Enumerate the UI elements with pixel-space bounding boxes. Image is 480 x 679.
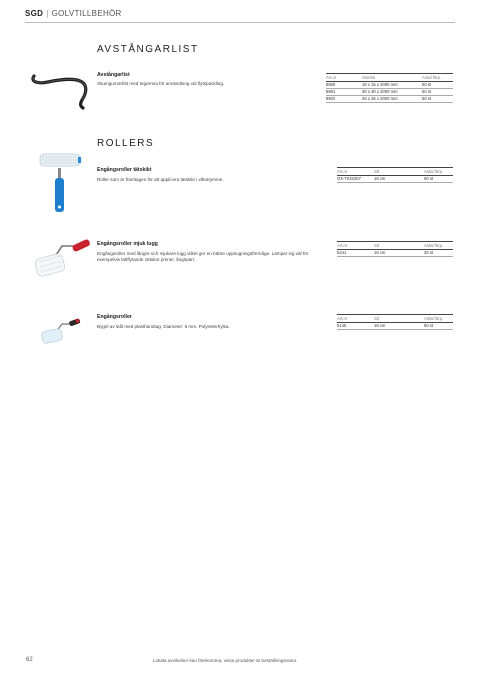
column-header: Art.nr bbox=[337, 315, 374, 323]
table-cell: 50 st bbox=[424, 322, 453, 329]
product-description-tatskikt: Roller som är framtagen för att applicera tätskikt i våtutrymme. bbox=[97, 177, 224, 182]
table-cell: 50 st bbox=[424, 175, 453, 182]
column-header: Stl bbox=[374, 168, 424, 176]
spec-table-engangsroller bbox=[337, 314, 453, 330]
column-header: Antal förp. bbox=[424, 242, 453, 250]
product-title-avstangarlist: Avstångarlist bbox=[97, 72, 130, 78]
product-description-avstangarlist: Skumgummilist med tegrenna för användning vid flytspackling. bbox=[97, 81, 225, 86]
column-header: Antal förp. bbox=[424, 168, 453, 176]
spec-table-mjuk-lugg bbox=[337, 241, 453, 257]
section-label: GOLVTILLBEHÖR bbox=[51, 9, 122, 18]
hose-icon bbox=[28, 70, 90, 110]
table-cell: 5241 bbox=[337, 249, 374, 256]
product-title-mjuk-lugg: Engångsroller mjuk lugg bbox=[97, 241, 158, 247]
table-cell: 15 x 15 x 2000 mm bbox=[362, 81, 422, 88]
table-row bbox=[337, 322, 453, 329]
paint-roller-icon bbox=[34, 238, 92, 280]
column-header: Art.nr bbox=[337, 242, 374, 250]
paint-roller-icon bbox=[40, 318, 82, 344]
table-cell: 18 cm bbox=[374, 322, 424, 329]
spec-table-tatskikt bbox=[337, 167, 453, 183]
table-header-row bbox=[337, 242, 453, 250]
table-header-row bbox=[326, 74, 453, 82]
section-title-rollers: ROLLERS bbox=[97, 138, 155, 149]
column-header: Stl bbox=[374, 315, 424, 323]
header-divider bbox=[25, 22, 455, 23]
product-description-engangsroller: Bygel av stål med plasthandtag. Diameter: 6 mm. Polyesterhylsa. bbox=[97, 324, 230, 329]
page-number: 62 bbox=[26, 657, 33, 663]
table-cell: 8902 bbox=[326, 95, 362, 102]
paint-roller-icon bbox=[38, 150, 82, 214]
product-title-engangsroller: Engångsroller bbox=[97, 314, 132, 320]
table-row bbox=[326, 81, 453, 88]
table-cell: 45 x 45 x 2000 mm bbox=[362, 95, 422, 102]
table-cell: 8900 bbox=[326, 81, 362, 88]
column-header: Antal förp. bbox=[422, 74, 453, 82]
section-title-avstangarlist: AVSTÅNGARLIST bbox=[97, 44, 199, 55]
product-description-mjuk-lugg: Engångsroller med långre och mjukare lugg vilket ger en bättre uppsugningsförmåga. Lämpar sig väl för exempelvis lättflytande vätskor primer, ångspärr. bbox=[97, 251, 309, 263]
table-cell: OX-T042307 bbox=[337, 175, 374, 182]
table-header-row bbox=[337, 168, 453, 176]
table-cell: 8901 bbox=[326, 88, 362, 95]
table-cell: 18 cm bbox=[374, 175, 424, 182]
table-cell: 50 st bbox=[422, 81, 453, 88]
table-cell: 50 st bbox=[422, 88, 453, 95]
table-row bbox=[337, 175, 453, 182]
table-row bbox=[326, 88, 453, 95]
table-row bbox=[337, 249, 453, 256]
table-cell: 30 x 30 x 2000 mm bbox=[362, 88, 422, 95]
spec-table-avstangarlist bbox=[326, 73, 453, 103]
column-header: Antal förp. bbox=[424, 315, 453, 323]
table-cell: 18 cm bbox=[374, 249, 424, 256]
table-header-row bbox=[337, 315, 453, 323]
table-cell: 5145 bbox=[337, 322, 374, 329]
page-header bbox=[25, 9, 122, 18]
header-separator: | bbox=[46, 9, 49, 18]
column-header: Art.nr bbox=[326, 74, 362, 82]
brand-label: SGD bbox=[25, 9, 44, 18]
table-cell: 25 st bbox=[424, 249, 453, 256]
product-title-tatskikt: Engångsroller tätskikt bbox=[97, 167, 152, 173]
table-row bbox=[326, 95, 453, 102]
column-header: Stl bbox=[374, 242, 424, 250]
footer-note: Lokala avvikelser kan förekomma, vissa produkter är beställningsvaror. bbox=[153, 658, 298, 663]
table-cell: 50 st bbox=[422, 95, 453, 102]
column-header: Storlek bbox=[362, 74, 422, 82]
column-header: Art.nr bbox=[337, 168, 374, 176]
